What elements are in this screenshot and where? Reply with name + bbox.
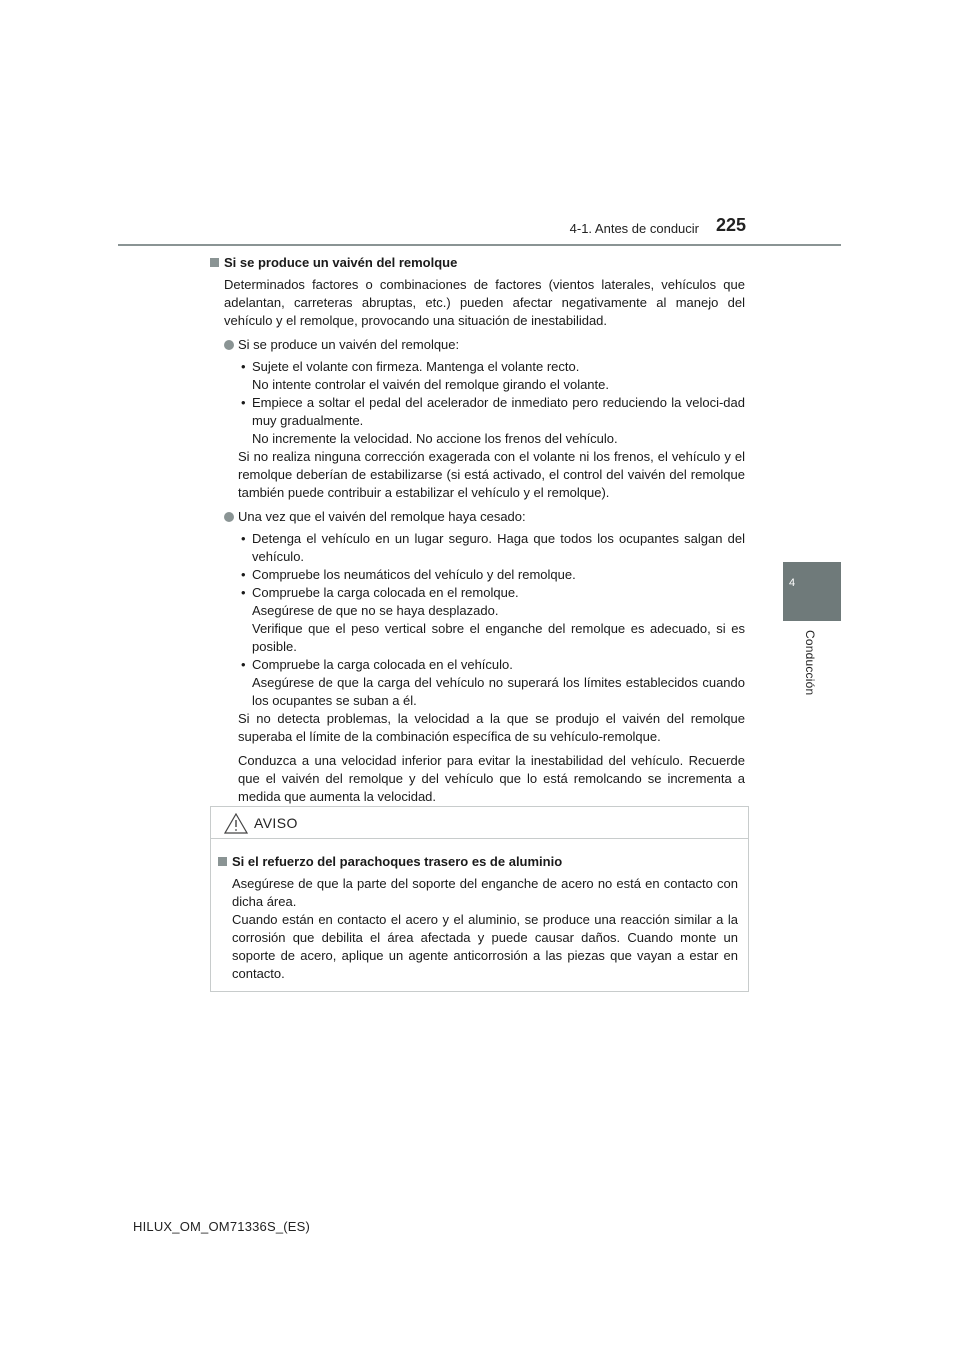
- item-note: Si no detecta problemas, la velocidad a la que se produjo el vaivén del remolque superaba el límite de la combinación específica de su vehículo-remolque.: [238, 711, 745, 744]
- bullet-text: Asegúrese de que la carga del vehículo no superará los límites establecidos cuando los ocupantes se suban a él.: [252, 675, 745, 708]
- bullet-text: No incremente la velocidad. No accione los frenos del vehículo.: [252, 431, 618, 446]
- notice-title: AVISO: [254, 815, 298, 831]
- chapter-number: 4: [789, 577, 796, 589]
- bullet-continuation: [238, 376, 745, 394]
- bullet-text: Compruebe la carga colocada en el vehículo.: [252, 657, 513, 672]
- circle-bullet-icon: [224, 512, 234, 522]
- bullet-text: No intente controlar el vaivén del remolque girando el volante.: [252, 377, 609, 392]
- list-item: [224, 336, 745, 354]
- notice-heading: [218, 853, 738, 871]
- warning-triangle-icon: [224, 813, 248, 834]
- bullet-text: Asegúrese de que no se haya desplazado.: [252, 603, 499, 618]
- bullet-item: • Compruebe los neumáticos del vehículo y del remolque.: [241, 567, 576, 582]
- bullet-text: Verifique que el peso vertical sobre el enganche del remolque es adecuado, si es posible.: [252, 621, 745, 654]
- chapter-label: Conducción: [803, 630, 817, 696]
- sub-list: [238, 530, 745, 806]
- heading-text: Si se produce un vaivén del remolque: [224, 255, 458, 270]
- item-title: Si se produce un vaivén del remolque:: [238, 337, 460, 352]
- bullet-continuation: [238, 602, 745, 620]
- bullet-item: • Sujete el volante con firmeza. Mantenga el volante recto.: [241, 359, 580, 374]
- bullet-text: Empiece a soltar el pedal del acelerador de inmediato pero reduciendo la veloci-dad muy gradualmente.: [252, 395, 745, 428]
- square-bullet-icon: [210, 258, 219, 267]
- section-heading: [210, 254, 745, 272]
- item-title: Una vez que el vaivén del remolque haya cesado:: [238, 509, 526, 524]
- warning-notice: [210, 806, 749, 992]
- bullet-text: Compruebe los neumáticos del vehículo y del remolque.: [252, 567, 576, 582]
- sub-list: [238, 358, 745, 502]
- circle-bullet-icon: [224, 340, 234, 350]
- bullet-item: • Compruebe la carga colocada en el remolque.: [241, 585, 519, 600]
- page-number: 225: [716, 215, 747, 235]
- bullet-text: Compruebe la carga colocada en el remolque.: [252, 585, 519, 600]
- intro-paragraph: Determinados factores o combinaciones de factores (vientos laterales, vehículos que adelantan, carreteras abruptas, etc.) pueden afectar negativamente al manejo del vehículo y el remolque, provocando una situación de inestabilidad.: [224, 277, 745, 328]
- item-note: Si no realiza ninguna corrección exagerada con el volante ni los frenos, el vehículo y el remolque deberían de estabilizarse (si está activado, el control del vaivén del remolque también puede contribuir a estabilizar el vehículo y el remolque).: [238, 449, 745, 500]
- document-code: HILUX_OM_OM71336S_(ES): [133, 1219, 311, 1234]
- notice-paragraph: Asegúrese de que la parte del soporte del enganche de acero no está en contacto con dicha área.: [232, 876, 738, 909]
- heading-text: Si el refuerzo del parachoques trasero es de aluminio: [232, 854, 563, 869]
- chapter-tab[interactable]: [783, 562, 841, 621]
- bullet-item: • Empiece a soltar el pedal del acelerador de inmediato pero reduciendo la veloci-dad muy gradualmente.: [241, 395, 745, 428]
- bullet-text: Detenga el vehículo en un lugar seguro. Haga que todos los ocupantes salgan del vehículo.: [252, 531, 745, 564]
- bullet-item: • Detenga el vehículo en un lugar seguro. Haga que todos los ocupantes salgan del vehículo.: [241, 531, 745, 564]
- notice-paragraph: Cuando están en contacto el acero y el aluminio, se produce una reacción similar a la corrosión que debilita el área afectada y puede causar daños. Cuando monte un soporte de acero, aplique un agente anticorrosión a las piezas que vayan a estar en contacto.: [232, 912, 738, 981]
- bullet-text: Sujete el volante con firmeza. Mantenga el volante recto.: [252, 359, 580, 374]
- main-content: [210, 254, 745, 806]
- bullet-item: • Compruebe la carga colocada en el vehículo.: [241, 657, 513, 672]
- square-bullet-icon: [218, 857, 227, 866]
- notice-header: [211, 807, 748, 839]
- item-note: Conduzca a una velocidad inferior para evitar la inestabilidad del vehículo. Recuerde que el vaivén del remolque y del vehículo que lo está remolcando se incrementa a medida que aumenta la velocidad.: [238, 753, 745, 804]
- section-title: 4-1. Antes de conducir: [569, 221, 699, 236]
- bullet-continuation: [238, 674, 745, 710]
- header-rule: [118, 244, 841, 246]
- notice-body: [211, 839, 748, 983]
- bullet-continuation: [238, 430, 745, 448]
- bullet-continuation: [238, 620, 745, 656]
- list-item: [224, 508, 745, 526]
